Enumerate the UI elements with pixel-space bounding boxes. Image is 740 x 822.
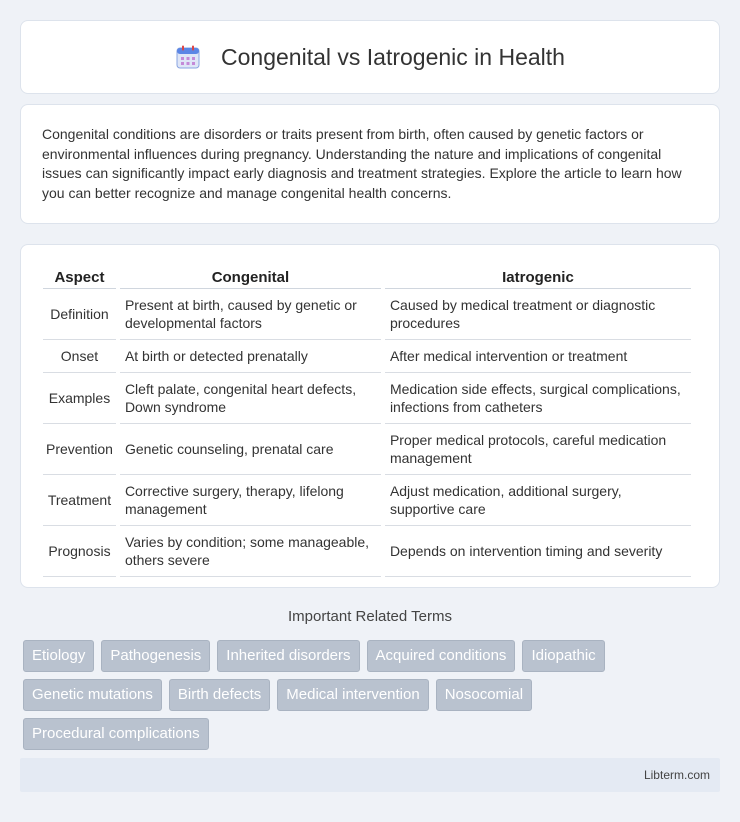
tag-etiology[interactable]: Etiology bbox=[23, 640, 94, 672]
cell-congenital: Present at birth, caused by genetic or developmental factors bbox=[120, 289, 381, 340]
header-iatrogenic: Iatrogenic bbox=[385, 265, 691, 289]
page-title: Congenital vs Iatrogenic in Health bbox=[221, 43, 565, 70]
tag-idiopathic[interactable]: Idiopathic bbox=[522, 640, 604, 672]
cell-iatrogenic: Depends on intervention timing and severity bbox=[385, 526, 691, 577]
intro-card bbox=[20, 104, 720, 224]
related-terms-tags bbox=[23, 640, 723, 750]
cell-congenital: Corrective surgery, therapy, lifelong management bbox=[120, 475, 381, 526]
table-row bbox=[43, 340, 691, 373]
title-wrap bbox=[175, 44, 565, 71]
intro-text: Congenital conditions are disorders or traits present from birth, often caused by genetic factors or environmental influences during pregnancy. Understanding the nature and implications of congenital issues can significantly impact early diagnosis and treatment strategies. Explore the article to learn how you can better recognize and manage congenital health concerns. bbox=[42, 126, 682, 201]
header-congenital: Congenital bbox=[120, 265, 381, 289]
tag-pathogenesis[interactable]: Pathogenesis bbox=[101, 640, 210, 672]
related-terms-title: Important Related Terms bbox=[288, 608, 452, 625]
table-row bbox=[43, 424, 691, 475]
cell-aspect: Prognosis bbox=[43, 526, 116, 577]
cell-aspect: Onset bbox=[43, 340, 116, 373]
cell-iatrogenic: After medical intervention or treatment bbox=[385, 340, 691, 373]
tag-birth-defects[interactable]: Birth defects bbox=[169, 679, 270, 711]
tag-medical-intervention[interactable]: Medical intervention bbox=[277, 679, 428, 711]
table-row bbox=[43, 526, 691, 577]
cell-aspect: Examples bbox=[43, 373, 116, 424]
cell-iatrogenic: Proper medical protocols, careful medication management bbox=[385, 424, 691, 475]
tag-procedural-complications[interactable]: Procedural complications bbox=[23, 718, 209, 750]
cell-aspect: Treatment bbox=[43, 475, 116, 526]
cell-congenital: Genetic counseling, prenatal care bbox=[120, 424, 381, 475]
cell-congenital: At birth or detected prenatally bbox=[120, 340, 381, 373]
cell-congenital: Cleft palate, congenital heart defects, Down syndrome bbox=[120, 373, 381, 424]
table-header-row bbox=[43, 265, 691, 289]
footer-link[interactable]: Libterm.com bbox=[643, 768, 710, 782]
cell-congenital: Varies by condition; some manageable, others severe bbox=[120, 526, 381, 577]
cell-aspect: Definition bbox=[43, 289, 116, 340]
header-aspect: Aspect bbox=[43, 265, 116, 289]
tag-inherited-disorders[interactable]: Inherited disorders bbox=[217, 640, 359, 672]
table-row bbox=[43, 373, 691, 424]
footer bbox=[20, 758, 720, 792]
comparison-table-card bbox=[20, 244, 720, 588]
table-row bbox=[43, 475, 691, 526]
cell-iatrogenic: Adjust medication, additional surgery, supportive care bbox=[385, 475, 691, 526]
tag-nosocomial[interactable]: Nosocomial bbox=[436, 679, 532, 711]
comparison-table bbox=[39, 265, 695, 577]
header-card bbox=[20, 20, 720, 94]
table-row bbox=[43, 289, 691, 340]
tag-genetic-mutations[interactable]: Genetic mutations bbox=[23, 679, 162, 711]
cell-iatrogenic: Caused by medical treatment or diagnostic procedures bbox=[385, 289, 691, 340]
tag-acquired-conditions[interactable]: Acquired conditions bbox=[367, 640, 516, 672]
cell-aspect: Prevention bbox=[43, 424, 116, 475]
cell-iatrogenic: Medication side effects, surgical complications, infections from catheters bbox=[385, 373, 691, 424]
calendar-icon bbox=[175, 44, 201, 70]
